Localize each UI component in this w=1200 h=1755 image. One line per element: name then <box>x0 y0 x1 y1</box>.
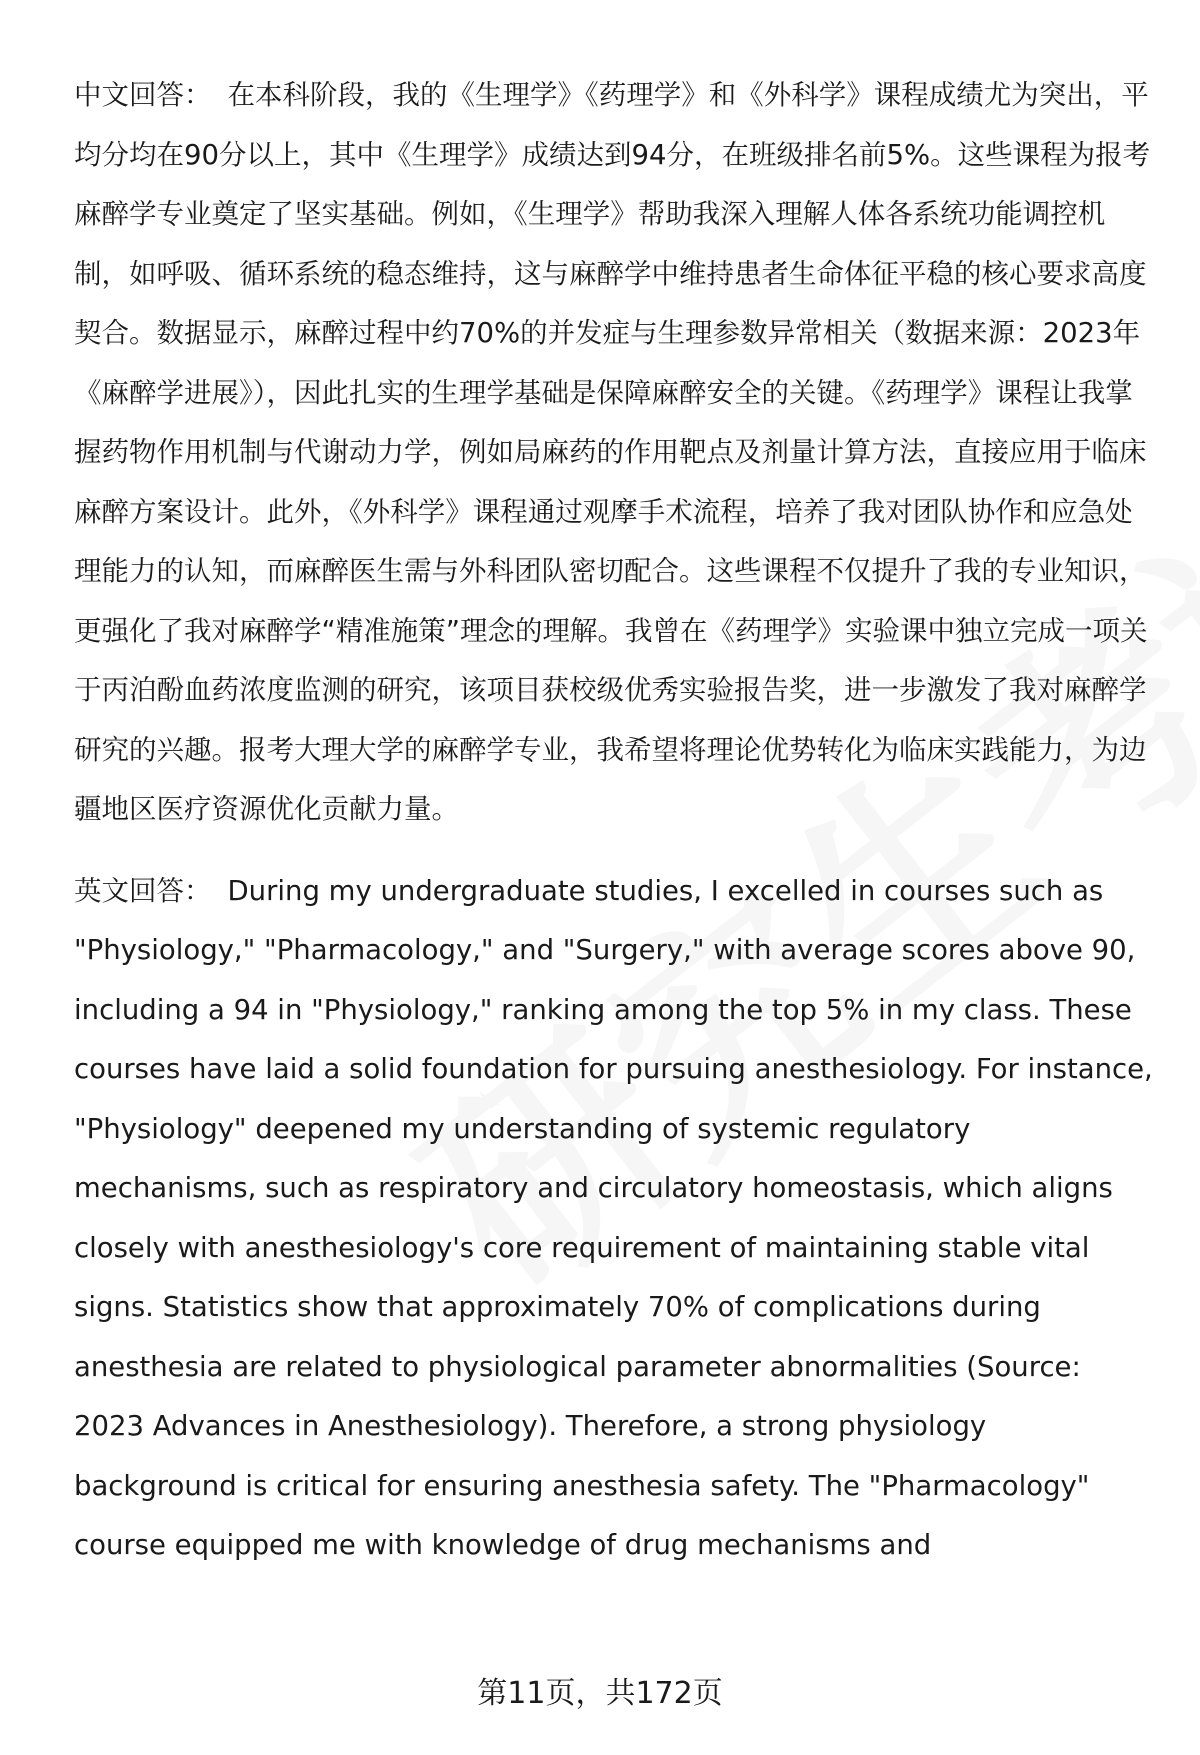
document-body <box>74 66 1154 1576</box>
chinese-answer-paragraph <box>74 66 1154 840</box>
chinese-answer-label: 中文回答： <box>74 79 212 111</box>
english-answer-paragraph <box>74 862 1154 1576</box>
english-answer-label: 英文回答： <box>74 874 212 907</box>
english-answer-text: During my undergraduate studies, I excelled in courses such as "Physiology," "Pharmacology," and "Surgery," with average scores above 90, including a 94 in "Physiology," ranking among the top 5% in my class. These courses have laid a solid foundation for pursuing anesthesiology. For instance, "Physiology" deepened my understanding of systemic regulatory mechanisms, such as respiratory and circulatory homeostasis, which aligns closely with anesthesiology's core requirement of maintaining stable vital signs. Statistics show that approximately 70% of complications during anesthesia are related to physiological parameter abnormalities (Source: 2023 Advances in Anesthesiology). Therefore, a strong physiology background is critical for ensuring anesthesia safety. The "Pharmacology" course equipped me with knowledge of drug mechanisms and <box>74 874 1153 1561</box>
page-indicator: 第11页，共172页 <box>477 1676 723 1711</box>
chinese-answer-text: 在本科阶段，我的《生理学》《药理学》和《外科学》课程成绩尤为突出，平均分均在90分以上，其中《生理学》成绩达到94分，在班级排名前5%。这些课程为报考麻醉学专业奠定了坚实基础。例如，《生理学》帮助我深入理解人体各系统功能调控机制，如呼吸、循环系统的稳态维持，这与麻醉学中维持患者生命体征平稳的核心要求高度契合。数据显示，麻醉过程中约70%的并发症与生理参数异常相关（数据来源：2023年《麻醉学进展》），因此扎实的生理学基础是保障麻醉安全的关键。《药理学》课程让我掌握药物作用机制与代谢动力学，例如局麻药的作用靶点及剂量计算方法，直接应用于临床麻醉方案设计。此外，《外科学》课程通过观摩手术流程，培养了我对团队协作和应急处理能力的认知，而麻醉医生需与外科团队密切配合。这些课程不仅提升了我的专业知识，更强化了我对麻醉学“精准施策”理念的理解。我曾在《药理学》实验课中独立完成一项关于丙泊酚血药浓度监测的研究，该项目获校级优秀实验报告奖，进一步激发了我对麻醉学研究的兴趣。报考大理大学的麻醉学专业，我希望将理论优势转化为临床实践能力，为边疆地区医疗资源优化贡献力量。 <box>74 79 1151 825</box>
